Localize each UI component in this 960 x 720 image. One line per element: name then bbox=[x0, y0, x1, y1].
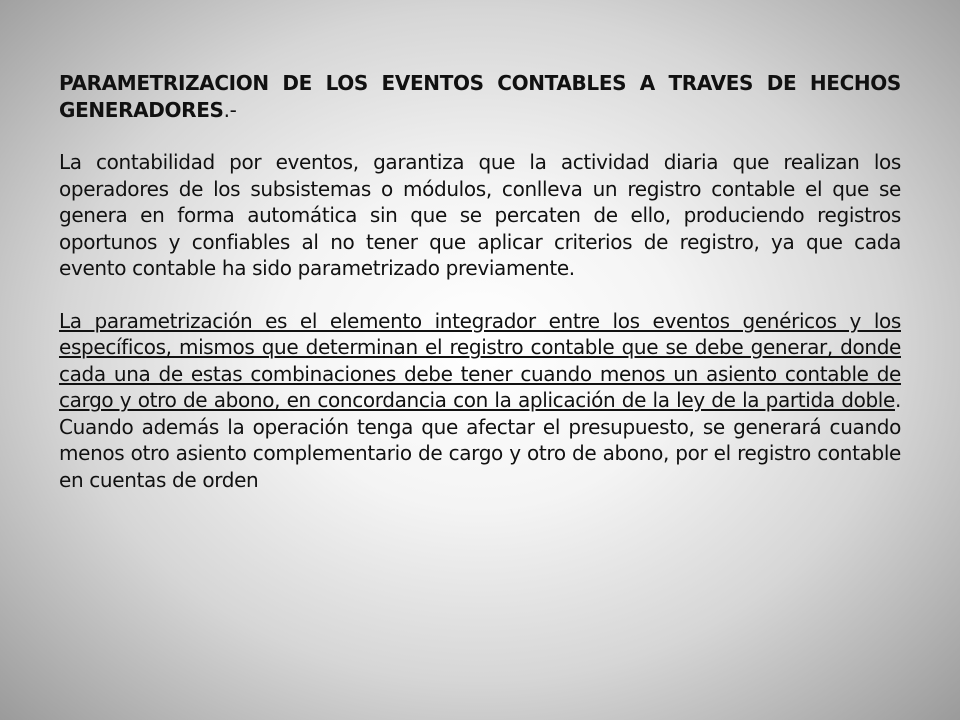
slide-title-text: PARAMETRIZACION DE LOS EVENTOS CONTABLES A TRAVES DE HECHOS GENERADORES bbox=[59, 71, 901, 122]
paragraph-parametrization-underlined: La parametrización es el elemento integrador entre los eventos genéricos y los específicos, mismos que determinan el registro contable que se debe generar, donde cada una de estas combinaciones debe tener cuando menos un asiento contable de cargo y otro de abono, en concordancia con la aplicación de la ley de la partida doble bbox=[59, 308, 901, 412]
paragraph-parametrization bbox=[59, 308, 901, 494]
slide-content bbox=[59, 70, 901, 493]
paragraph-events-accounting: La contabilidad por eventos, garantiza que la actividad diaria que realizan los operadores de los subsistemas o módulos, conlleva un registro contable el que se genera en forma automática sin que se percaten de ello, produciendo registros oportunos y confiables al no tener que aplicar criterios de registro, ya que cada evento contable ha sido parametrizado previamente. bbox=[59, 150, 901, 280]
slide-title bbox=[59, 70, 901, 123]
slide-title-suffix: .- bbox=[223, 97, 237, 122]
paragraph-parametrization-rest: . Cuando además la operación tenga que afectar el presupuesto, se generará cuando menos otro asiento complementario de cargo y otro de abono, por el registro contable en cuentas de orden bbox=[59, 388, 901, 492]
